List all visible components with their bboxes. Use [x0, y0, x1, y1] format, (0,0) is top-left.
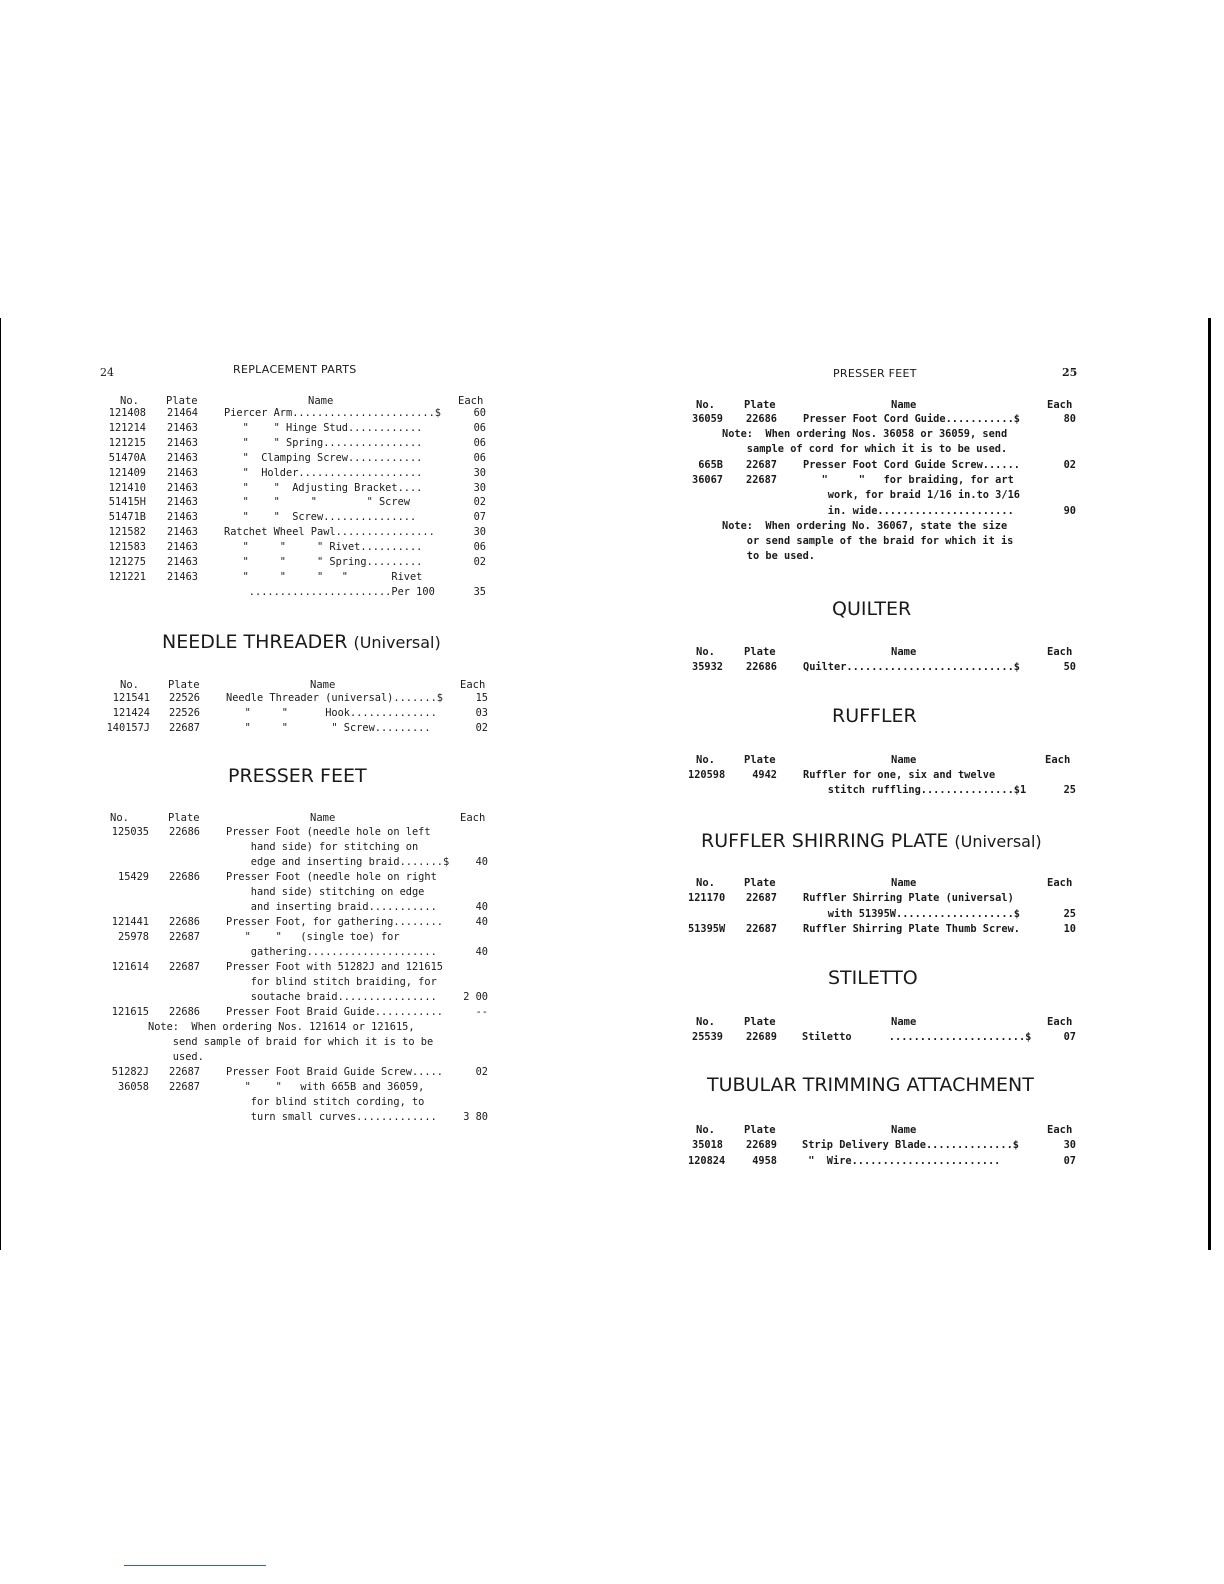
header-no: No. [696, 877, 715, 889]
price-each: 30 [1063, 1139, 1076, 1151]
running-head: PRESSER FEET [833, 367, 917, 380]
part-name: with 51395W...................$ [803, 907, 1020, 920]
section-title-text: RUFFLER SHIRRING PLATE [701, 830, 949, 852]
price-each: 07 [473, 511, 486, 524]
price-each: 06 [473, 451, 486, 464]
section-title-text: NEEDLE THREADER [162, 631, 348, 653]
part-name: " " Hook.............. [226, 707, 437, 719]
part-number: 35932 [692, 661, 723, 673]
part-name: Ruffler Shirring Plate (universal) [803, 892, 1014, 904]
part-name: hand side) stitching on edge [226, 886, 425, 898]
price-each: 30 [473, 526, 486, 539]
part-number: 140157J [106, 722, 150, 734]
part-number: 51471B [108, 511, 146, 524]
plate-number: 22687 [169, 961, 200, 973]
plate-number: 21463 [167, 436, 198, 449]
price-each: 02 [475, 722, 488, 734]
plate-number: 22687 [169, 722, 200, 734]
page-number: 24 [100, 366, 114, 379]
header-each: Each [458, 395, 484, 407]
part-number: 121410 [108, 481, 146, 494]
price-each: 90 [1063, 504, 1076, 517]
header-each: Each [1047, 399, 1073, 411]
note-line: Note: When ordering Nos. 36058 or 36059, send [722, 428, 1008, 440]
part-name: " " (single toe) for [226, 931, 400, 943]
header-no: No. [120, 395, 139, 407]
plate-number: 21464 [167, 407, 198, 419]
part-number: 36059 [692, 413, 723, 425]
plate-number: 21463 [167, 466, 198, 479]
part-name: Ruffler for one, six and twelve [803, 769, 996, 781]
header-no: No. [696, 1124, 715, 1136]
price-each: 02 [475, 1066, 488, 1078]
price-each: 2 00 [463, 991, 488, 1003]
note-line: send sample of braid for which it is to be [148, 1036, 434, 1048]
part-number: 121221 [108, 570, 146, 583]
price-each: 06 [473, 436, 486, 449]
plate-number: 21463 [167, 511, 198, 524]
plate-number: 22686 [746, 413, 777, 425]
part-number: 25978 [118, 931, 149, 943]
part-name: Strip Delivery Blade..............$ [802, 1139, 1019, 1151]
part-number: 35018 [692, 1139, 723, 1151]
part-number: 121541 [112, 692, 150, 704]
part-name: " " " Spring......... [224, 556, 423, 568]
plate-number: 21463 [167, 451, 198, 464]
price-each: 02 [473, 556, 486, 568]
price-each: 15 [475, 692, 488, 704]
part-number: 51395W [688, 923, 726, 935]
price-each: 07 [1063, 1031, 1076, 1043]
part-name: soutache braid................ [226, 991, 437, 1003]
header-name: Name [891, 1124, 917, 1136]
part-name: Piercer Arm.......................$ [224, 407, 441, 419]
header-name: Name [891, 754, 917, 766]
section-title-ruffler: RUFFLER [832, 705, 917, 727]
part-number: 121582 [108, 526, 146, 539]
part-number: 121214 [108, 421, 146, 434]
price-each: 03 [475, 707, 488, 719]
header-plate: Plate [168, 812, 200, 824]
part-name: in. wide...................... [803, 504, 1014, 517]
header-each: Each [1047, 646, 1073, 658]
part-name: Ratchet Wheel Pawl................ [224, 526, 435, 539]
section-title-quilter: QUILTER [832, 598, 912, 620]
price-each: 25 [1063, 907, 1076, 920]
part-name: " " Adjusting Bracket.... [224, 481, 423, 494]
part-number: 665B [698, 458, 723, 471]
price-each: 80 [1063, 413, 1076, 425]
part-number: 121615 [111, 1006, 149, 1018]
price-each: 3 80 [463, 1111, 488, 1123]
header-no: No. [120, 679, 139, 691]
header-plate: Plate [744, 754, 776, 766]
section-title-ruffler-shirring-plate [701, 830, 1042, 852]
plate-number: 22687 [169, 1066, 200, 1078]
part-name: Presser Foot with 51282J and 121615 [226, 961, 443, 973]
part-number: 51470A [108, 451, 146, 464]
part-name: Stiletto ......................$ [802, 1031, 1032, 1043]
plate-number: 21463 [167, 496, 198, 509]
header-name: Name [891, 646, 917, 658]
price-each: 60 [473, 407, 486, 419]
part-name: for blind stitch cording, to [226, 1096, 425, 1108]
header-plate: Plate [166, 395, 198, 407]
price-each: 40 [475, 916, 488, 928]
note-line: sample of cord for which it is to be used. [722, 443, 1008, 456]
plate-number: 22686 [169, 916, 200, 928]
header-plate: Plate [744, 1016, 776, 1028]
plate-number: 22687 [746, 473, 777, 486]
plate-number: 21463 [167, 421, 198, 434]
part-number: 36058 [118, 1081, 149, 1093]
part-name: " Wire........................ [802, 1154, 1001, 1167]
plate-number: 22687 [169, 931, 200, 943]
part-name: " Holder.................... [224, 466, 423, 479]
header-plate: Plate [744, 877, 776, 889]
part-name: " " Spring................ [224, 436, 423, 449]
plate-number: 21463 [167, 541, 198, 554]
part-name: " " " " Rivet [224, 570, 423, 583]
part-number: 121424 [112, 707, 150, 719]
part-name: Presser Foot Braid Guide........... [226, 1006, 443, 1018]
price-each: 02 [1063, 458, 1076, 471]
part-name: .......................Per 100 [224, 585, 435, 598]
plate-number: 22689 [746, 1139, 777, 1151]
header-each: Each [1047, 1016, 1073, 1028]
part-name: turn small curves............. [226, 1111, 437, 1123]
plate-number: 22686 [169, 871, 200, 883]
section-title-presser-feet: PRESSER FEET [228, 765, 367, 787]
running-head: REPLACEMENT PARTS [233, 363, 357, 376]
note-line: to be used. [722, 550, 815, 563]
price-each: 02 [473, 496, 486, 509]
header-name: Name [891, 399, 917, 411]
header-no: No. [696, 399, 715, 411]
left-scan-edge [0, 318, 1, 1250]
part-name: Ruffler Shirring Plate Thumb Screw. [803, 923, 1020, 935]
note-line: Note: When ordering No. 36067, state the size [722, 519, 1008, 532]
plate-number: 22526 [169, 707, 200, 719]
header-no: No. [110, 812, 129, 824]
part-number: 121441 [111, 916, 149, 928]
plate-number: 22686 [169, 826, 200, 838]
part-name: Needle Threader (universal).......$ [226, 692, 443, 704]
header-each: Each [1045, 754, 1071, 766]
header-name: Name [310, 679, 336, 691]
price-each: 40 [475, 901, 488, 913]
right-scan-edge [1208, 318, 1211, 1250]
part-name: " " Hinge Stud............ [224, 421, 423, 434]
page-number: 25 [1062, 366, 1078, 379]
header-each: Each [460, 812, 486, 824]
price-each: 50 [1063, 661, 1076, 673]
plate-number: 4942 [752, 769, 777, 781]
part-number: 25539 [692, 1031, 723, 1043]
part-number: 121275 [108, 556, 146, 568]
footer-link-underline [124, 1565, 266, 1566]
part-name: Presser Foot (needle hole on left [226, 826, 431, 838]
plate-number: 22687 [746, 923, 777, 935]
header-name: Name [308, 395, 334, 407]
header-each: Each [1047, 1124, 1073, 1136]
part-number: 120598 [688, 769, 726, 781]
plate-number: 22686 [746, 661, 777, 673]
part-number: 121170 [688, 892, 726, 904]
plate-number: 21463 [167, 481, 198, 494]
section-subtitle: (Universal) [954, 832, 1042, 851]
part-name: gathering..................... [226, 946, 437, 958]
part-name: Presser Foot Braid Guide Screw..... [226, 1066, 443, 1078]
part-name: Presser Foot (needle hole on right [226, 871, 437, 883]
plate-number: 22687 [746, 892, 777, 904]
part-number: 125035 [111, 826, 149, 838]
part-number: 36067 [692, 473, 723, 486]
plate-number: 21463 [167, 526, 198, 539]
part-name: work, for braid 1/16 in.to 3/16 [803, 489, 1020, 502]
part-number: 121614 [111, 961, 149, 973]
part-number: 121409 [108, 466, 146, 479]
section-title-tubular-trimming: TUBULAR TRIMMING ATTACHMENT [707, 1074, 1034, 1096]
part-number: 121408 [108, 407, 146, 419]
price-each: 30 [473, 481, 486, 494]
part-name: Presser Foot Cord Guide...........$ [803, 413, 1020, 425]
header-each: Each [1047, 877, 1073, 889]
part-number: 15429 [118, 871, 149, 883]
part-name: Quilter...........................$ [803, 661, 1020, 673]
price-each: 40 [475, 856, 488, 868]
plate-number: 22689 [746, 1031, 777, 1043]
plate-number: 22687 [169, 1081, 200, 1093]
part-name: edge and inserting braid.......$ [226, 856, 450, 868]
part-name: " Clamping Screw............ [224, 451, 423, 464]
part-name: Presser Foot, for gathering........ [226, 916, 443, 928]
plate-number: 21463 [167, 570, 198, 583]
header-name: Name [891, 877, 917, 889]
price-each: 10 [1063, 923, 1076, 935]
price-each: 06 [473, 421, 486, 434]
header-plate: Plate [168, 679, 200, 691]
price-each: 30 [473, 466, 486, 479]
part-number: 120824 [688, 1154, 726, 1167]
note-line: or send sample of the braid for which it is [722, 535, 1014, 548]
header-no: No. [696, 646, 715, 658]
plate-number: 22686 [169, 1006, 200, 1018]
price-each: 25 [1063, 784, 1076, 796]
section-subtitle: (Universal) [353, 633, 441, 652]
price-each: 40 [475, 946, 488, 958]
note-line: used. [148, 1051, 204, 1063]
plate-number: 4958 [752, 1154, 777, 1167]
part-number: 121215 [108, 436, 146, 449]
part-name: " " " Rivet.......... [224, 541, 423, 554]
part-name: stitch ruffling...............$1 [803, 784, 1027, 796]
header-plate: Plate [744, 1124, 776, 1136]
part-name: " " " " Screw [224, 496, 410, 509]
header-name: Name [891, 1016, 917, 1028]
header-plate: Plate [744, 399, 776, 411]
header-no: No. [696, 754, 715, 766]
header-name: Name [310, 812, 336, 824]
part-name: and inserting braid........... [226, 901, 437, 913]
price-each: 35 [473, 585, 486, 598]
price-each: 06 [473, 541, 486, 554]
price-each: -- [475, 1006, 488, 1018]
part-name: for blind stitch braiding, for [226, 976, 437, 988]
part-name: Presser Foot Cord Guide Screw...... [803, 458, 1020, 471]
note-line: Note: When ordering Nos. 121614 or 121615, [148, 1021, 415, 1033]
part-name: " " for braiding, for art [803, 473, 1014, 486]
part-name: " " Screw............... [224, 511, 417, 524]
header-no: No. [696, 1016, 715, 1028]
part-number: 121583 [108, 541, 146, 554]
section-title-needle-threader [162, 631, 441, 653]
plate-number: 22687 [746, 458, 777, 471]
price-each: 07 [1063, 1154, 1076, 1167]
part-name: " " with 665B and 36059, [226, 1081, 425, 1093]
header-each: Each [460, 679, 486, 691]
section-title-stiletto: STILETTO [828, 967, 918, 989]
header-plate: Plate [744, 646, 776, 658]
part-number: 51415H [108, 496, 146, 509]
plate-number: 21463 [167, 556, 198, 568]
plate-number: 22526 [169, 692, 200, 704]
part-name: hand side) for stitching on [226, 841, 419, 853]
part-name: " " " Screw......... [226, 722, 431, 734]
part-number: 51282J [111, 1066, 149, 1078]
